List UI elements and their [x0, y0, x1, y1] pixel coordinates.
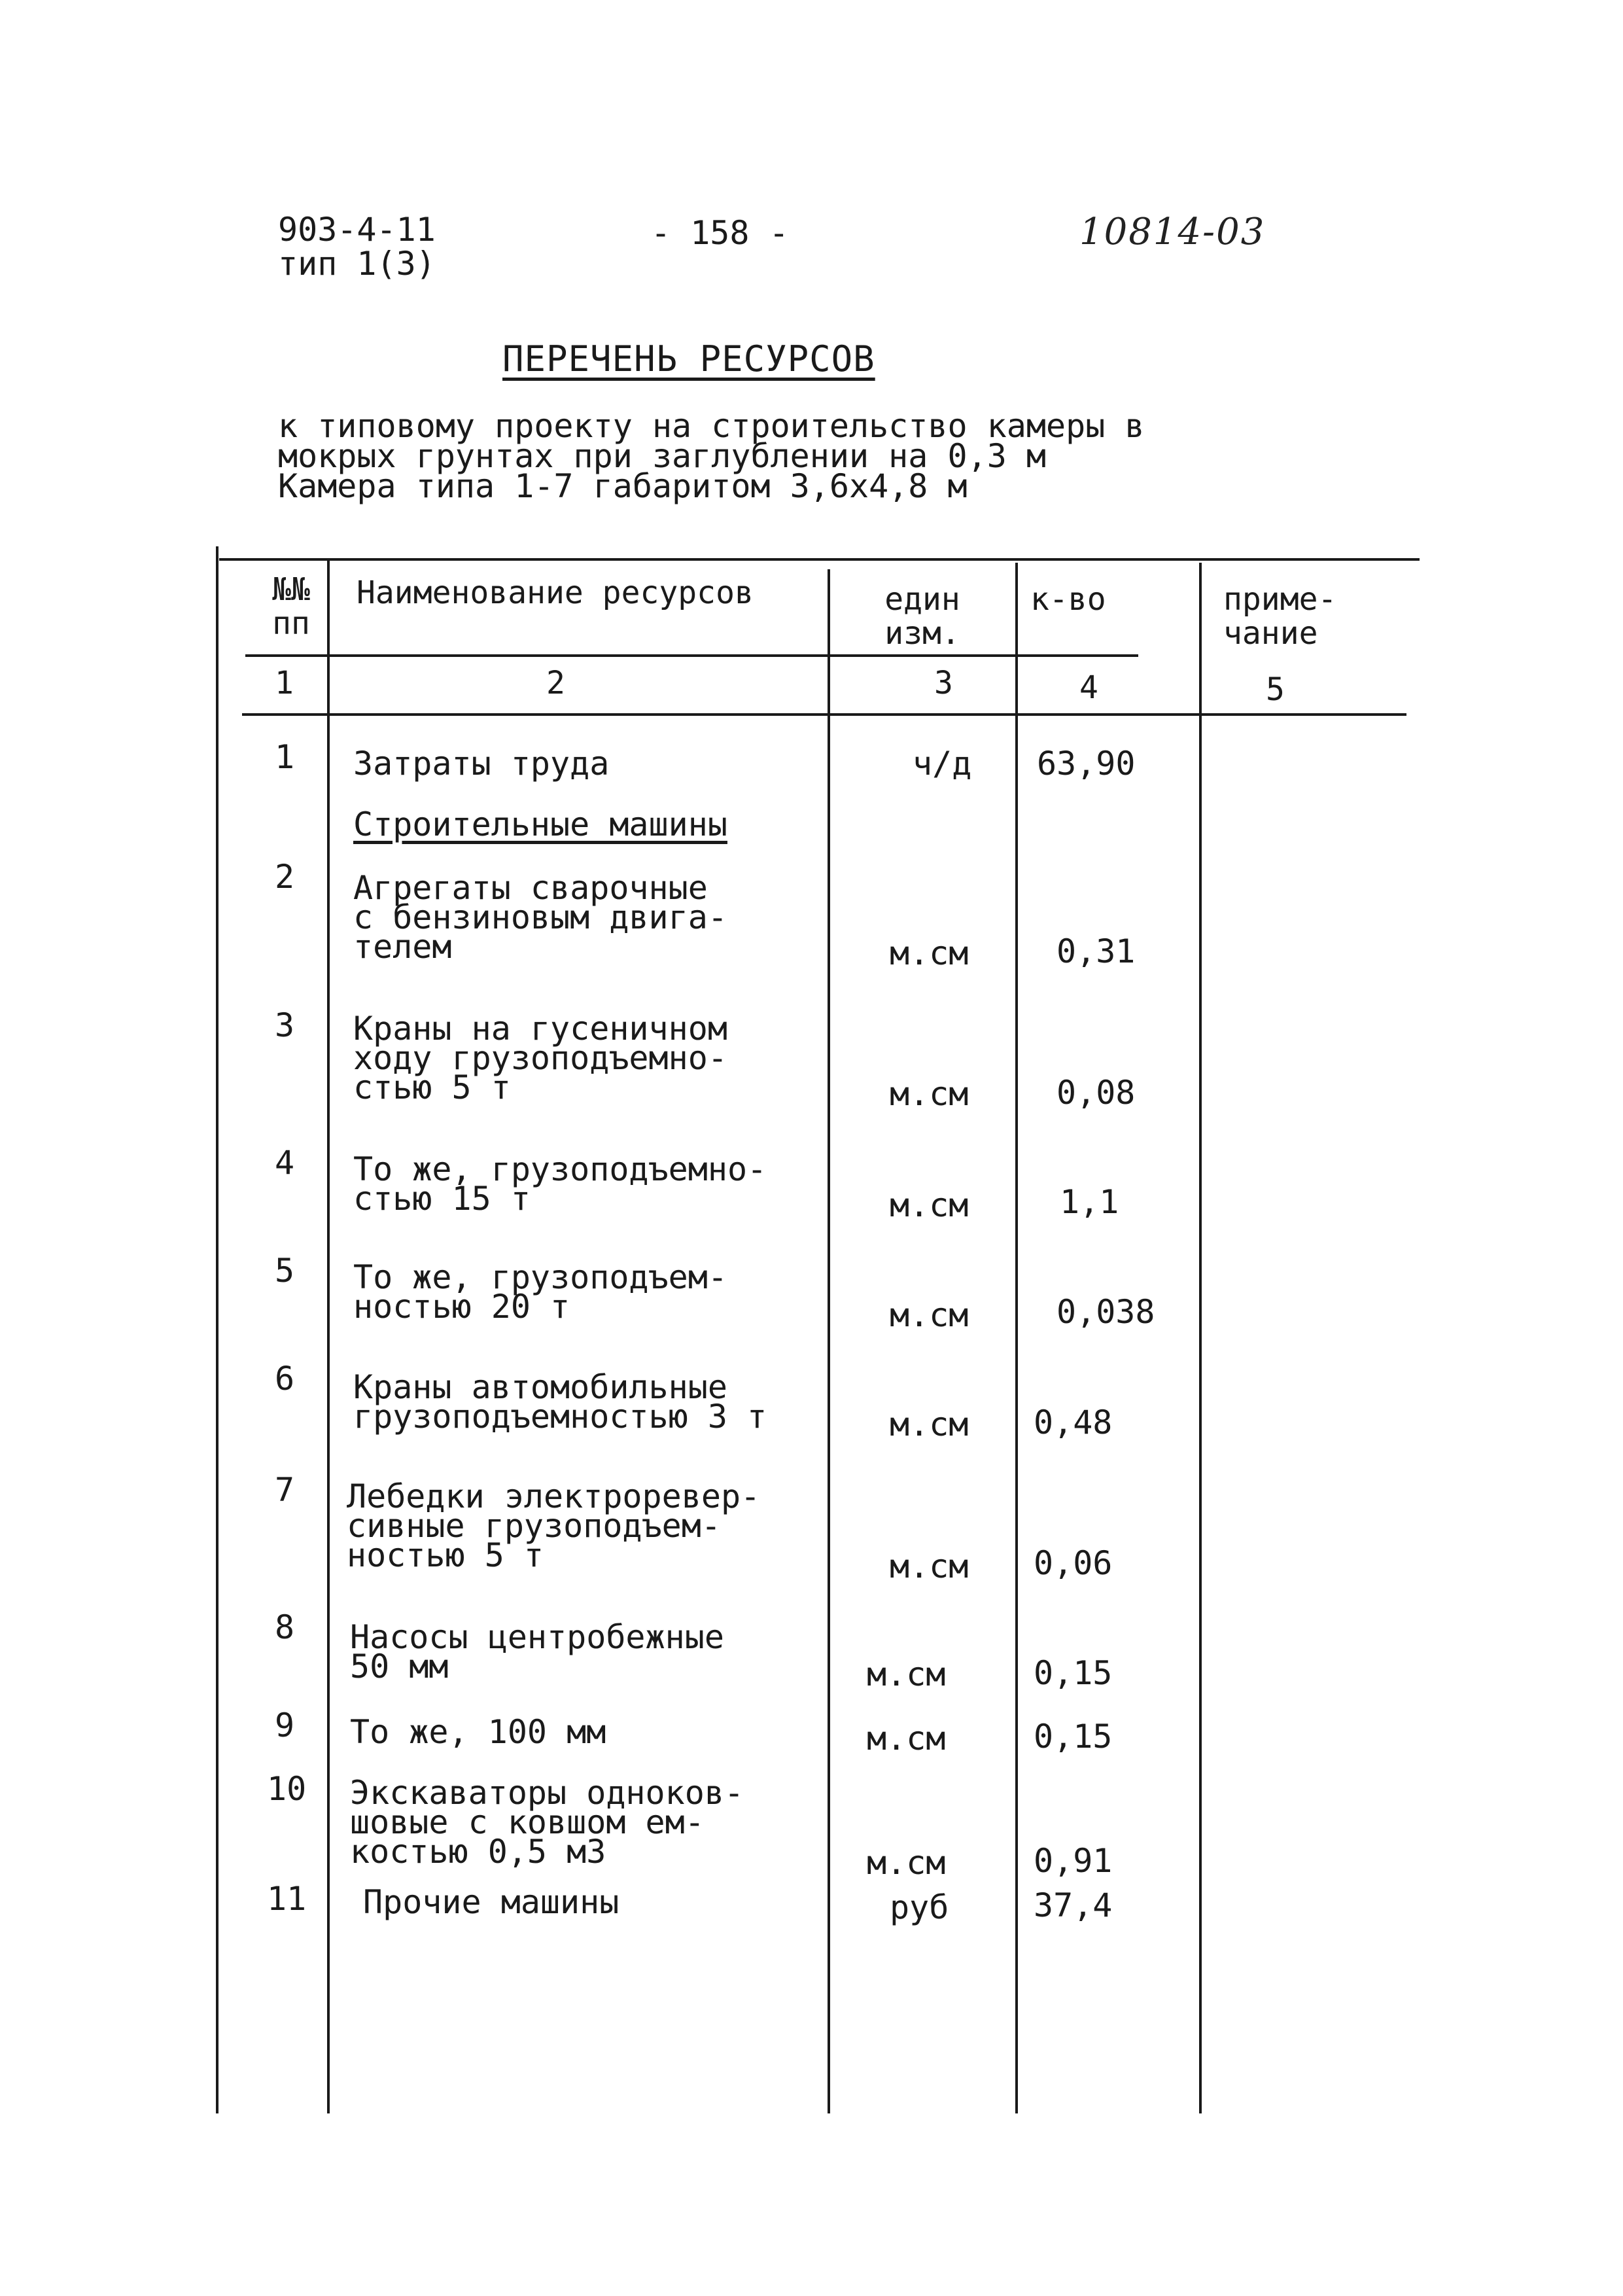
table-header-rule — [245, 654, 1138, 657]
row-quantity: 0,15 — [1034, 1718, 1113, 1756]
row-unit: м.см — [867, 1720, 946, 1757]
column-divider-2 — [828, 569, 830, 2113]
row-number: 1 — [275, 738, 295, 776]
row-number: 4 — [275, 1144, 295, 1182]
page-number: - 158 - — [651, 214, 789, 252]
column-header-unit: един изм. — [884, 581, 960, 652]
row-name: То же, 100 мм — [350, 1713, 606, 1751]
row-quantity: 0,91 — [1034, 1842, 1113, 1880]
column-number-3: 3 — [934, 665, 953, 701]
row-name: Краны на гусеничном ходу грузоподъемно- стью 5 т — [353, 1010, 727, 1106]
row-name: Краны автомобильные грузоподъемностью 3 т — [353, 1368, 767, 1436]
row-name: Агрегаты сварочные с бензиновым двига- телем — [353, 869, 727, 966]
intro-line-2: мокрых грунтах при заглублении на 0,3 м — [278, 437, 1046, 475]
row-unit: ч/д — [913, 745, 972, 783]
row-unit: м.см — [890, 1075, 969, 1113]
row-unit: м.см — [890, 1547, 969, 1585]
row-number: 9 — [275, 1706, 295, 1744]
column-header-name: Наименование ресурсов — [357, 574, 754, 611]
row-quantity: 0,15 — [1034, 1654, 1113, 1692]
row-name: То же, грузоподъем- ностью 20 т — [353, 1258, 727, 1326]
intro-text — [278, 407, 1145, 505]
section-heading: Строительные машины — [353, 805, 727, 843]
page-title: ПЕРЕЧЕНЬ РЕСУРСОВ — [502, 338, 875, 380]
row-quantity: 0,06 — [1034, 1544, 1113, 1582]
row-name: Затраты труда — [353, 745, 610, 783]
row-unit: м.см — [890, 1405, 969, 1443]
row-number: 2 — [275, 858, 295, 896]
row-quantity: 37,4 — [1034, 1886, 1113, 1924]
intro-line-3: Камера типа 1-7 габаритом 3,6х4,8 м — [278, 467, 968, 505]
column-header-qty: к-во — [1030, 581, 1106, 618]
row-name: Насосы центробежные 50 мм — [350, 1618, 724, 1686]
column-number-1: 1 — [275, 665, 294, 701]
row-name: Экскаваторы одноков- шовые с ковшом ем- костью 0,5 м3 — [350, 1774, 744, 1871]
table-left-border — [216, 546, 218, 2113]
row-quantity: 1,1 — [1060, 1183, 1119, 1221]
row-unit: м.см — [890, 1296, 969, 1334]
row-name: Лебедки электроревер- сивные грузоподъем- ностью 5 т — [347, 1477, 761, 1574]
row-unit: м.см — [867, 1844, 946, 1882]
intro-line-1: к типовому проекту на строительство камеры в — [278, 407, 1145, 445]
table-numbers-rule — [242, 713, 1406, 716]
row-quantity: 0,08 — [1056, 1074, 1136, 1112]
row-number: 10 — [267, 1770, 307, 1808]
column-number-5: 5 — [1266, 671, 1285, 708]
table-top-rule — [219, 558, 1420, 561]
row-unit: руб — [890, 1888, 949, 1926]
row-unit: м.см — [890, 934, 969, 972]
row-quantity: 0,31 — [1056, 932, 1136, 970]
column-divider-3 — [1015, 563, 1018, 2113]
row-quantity: 0,48 — [1034, 1404, 1113, 1441]
column-number-2: 2 — [546, 665, 565, 701]
row-quantity: 63,90 — [1037, 745, 1136, 783]
column-divider-1 — [327, 559, 330, 2113]
row-name: То же, грузоподъемно- стью 15 т — [353, 1150, 767, 1218]
column-header-note: приме- чание — [1223, 581, 1337, 652]
row-number: 6 — [275, 1360, 295, 1398]
row-number: 8 — [275, 1608, 295, 1646]
row-unit: м.см — [890, 1186, 969, 1224]
column-header-num: №№ пп — [272, 571, 310, 642]
row-number: 3 — [275, 1006, 295, 1044]
inventory-number: 10814-03 — [1079, 211, 1266, 253]
document-code — [278, 213, 436, 281]
document-code-line1: 903-4-11 — [278, 211, 436, 249]
column-number-4: 4 — [1079, 669, 1098, 706]
document-code-line2: тип 1(3) — [278, 245, 436, 283]
row-name: Прочие машины — [363, 1883, 620, 1921]
row-number: 11 — [267, 1880, 307, 1918]
row-number: 5 — [275, 1252, 295, 1290]
row-number: 7 — [275, 1471, 295, 1509]
row-quantity: 0,038 — [1056, 1293, 1155, 1331]
column-divider-4 — [1199, 563, 1202, 2113]
row-unit: м.см — [867, 1655, 946, 1693]
